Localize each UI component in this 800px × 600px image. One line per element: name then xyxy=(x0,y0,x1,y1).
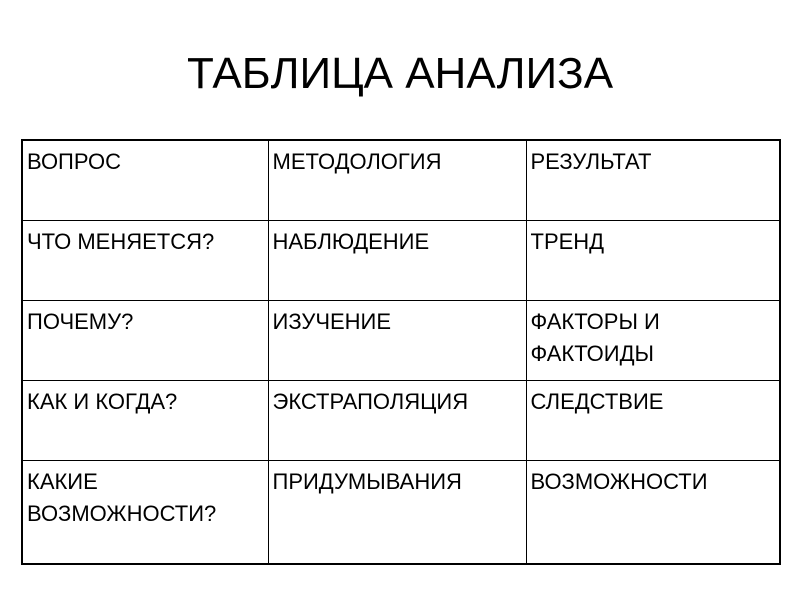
table-cell: ИЗУЧЕНИЕ xyxy=(268,301,526,381)
table-cell: ЭКСТРАПОЛЯЦИЯ xyxy=(268,381,526,461)
analysis-table xyxy=(21,139,781,565)
table-cell: ФАКТОРЫ И ФАКТОИДЫ xyxy=(526,301,780,381)
table-cell: ЧТО МЕНЯЕТСЯ? xyxy=(22,221,268,301)
table-cell: КАКИЕ ВОЗМОЖНОСТИ? xyxy=(22,461,268,565)
table-cell: НАБЛЮДЕНИЕ xyxy=(268,221,526,301)
table-cell: ПОЧЕМУ? xyxy=(22,301,268,381)
table-row xyxy=(22,301,780,381)
header-cell-methodology: МЕТОДОЛОГИЯ xyxy=(268,140,526,221)
table-row xyxy=(22,221,780,301)
table-cell: СЛЕДСТВИЕ xyxy=(526,381,780,461)
table-cell: КАК И КОГДА? xyxy=(22,381,268,461)
table-row xyxy=(22,461,780,565)
table-cell: ПРИДУМЫВАНИЯ xyxy=(268,461,526,565)
table-row xyxy=(22,381,780,461)
slide-title: ТАБЛИЦА АНАЛИЗА xyxy=(186,49,614,98)
table-cell: ТРЕНД xyxy=(526,221,780,301)
header-cell-result: РЕЗУЛЬТАТ xyxy=(526,140,780,221)
header-cell-question: ВОПРОС xyxy=(22,140,268,221)
table-cell: ВОЗМОЖНОСТИ xyxy=(526,461,780,565)
table-header-row xyxy=(22,140,780,221)
